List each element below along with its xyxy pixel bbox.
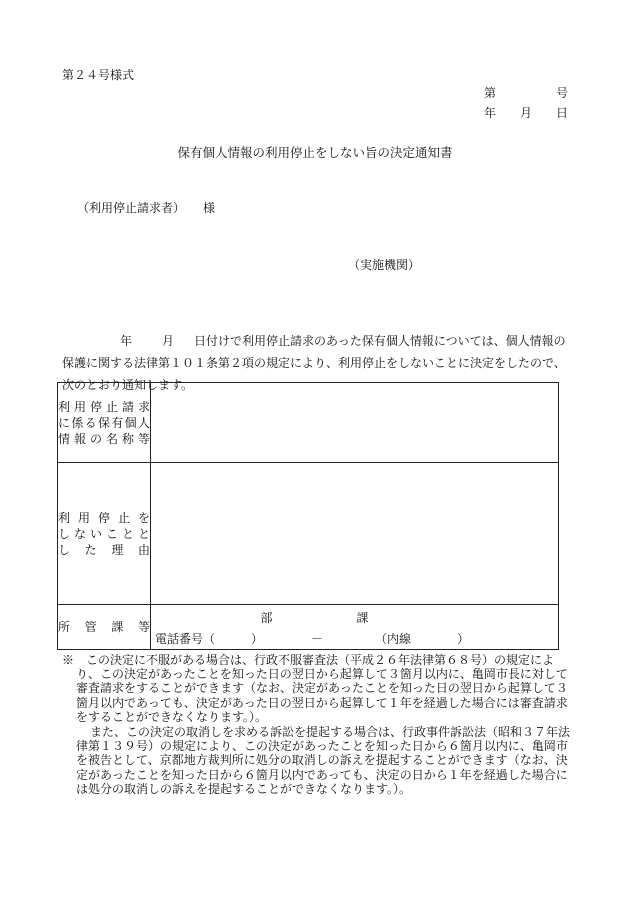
row3-value bbox=[151, 605, 559, 650]
row1-label-line: 利用停止請求 bbox=[58, 399, 150, 414]
recipient-honorific: 様 bbox=[203, 201, 216, 215]
date-month: 月 bbox=[519, 106, 532, 120]
body-paragraph: 日付けで利用停止請求のあった保有個人情報については、個人情報の保護に関する法律第１０１条第２項の規定により、利用停止をしないことに決定をしたので、次のとおり通知します。 bbox=[62, 334, 566, 392]
row1-label-line: 情報の名称等 bbox=[58, 431, 150, 446]
row1-value bbox=[151, 383, 559, 463]
row3-label-text: 所管課等 bbox=[58, 620, 150, 634]
phone-dash: － bbox=[311, 632, 324, 646]
date-year: 年 bbox=[484, 106, 497, 120]
recipient-label: （利用停止請求者） bbox=[77, 201, 186, 215]
row2-value bbox=[151, 463, 559, 605]
body-month: 月 bbox=[162, 334, 175, 348]
section-label: 課 bbox=[356, 611, 369, 625]
form-number: 第２４号様式 bbox=[62, 68, 135, 82]
agency: （実施機関） bbox=[348, 258, 421, 272]
row2-label-line: 利用停止を bbox=[58, 510, 150, 525]
recipient bbox=[77, 199, 215, 216]
document-title: 保有個人情報の利用停止をしない旨の決定通知書 bbox=[177, 145, 453, 160]
extension-label: （内線 bbox=[375, 632, 412, 646]
issue-number-suffix: 号 bbox=[555, 86, 568, 100]
table-row bbox=[58, 383, 559, 463]
row2-label-line: した理由 bbox=[58, 542, 150, 557]
issue-date bbox=[484, 104, 568, 121]
note-paragraph-2: また、この決定の取消しを求める訴訟を提起する場合は、行政事件訴訟法（昭和３７年法律第１３９号）の規定により、この決定があったことを知った日から６箇月以内に、亀岡市を被告として、京都地方裁判所に処分の取消しの訴えを提起することができます（なお、決定があったことを知った日から６箇月以内であっても、決定の日から１年を経過した場合には処分の取消しの訴えを提起することができなくなります。）。 bbox=[76, 725, 571, 796]
note-paragraph-1: ※ この決定に不服がある場合は、行政不服審査法（平成２６年法律第６８号）の規定により、この決定があったことを知った日の翌日から起算して３箇月以内に、亀岡市長に対して審査請求をすることができます（なお、決定があったことを知った日の翌日から起算して３箇月以内であっても、決定があった日の翌日から起算して１年を経過した場合には審査請求をすることができなくなります。）。 bbox=[62, 653, 568, 724]
issue-number-prefix: 第 bbox=[484, 86, 497, 100]
row1-label-line: に係る保有個人 bbox=[58, 415, 150, 430]
department-line bbox=[151, 609, 558, 626]
phone-close: ） bbox=[251, 632, 264, 646]
department-label: 部 bbox=[260, 611, 273, 625]
table-row bbox=[58, 605, 559, 650]
extension-close: ） bbox=[457, 632, 470, 646]
table-row bbox=[58, 463, 559, 605]
row1-label bbox=[58, 383, 151, 463]
phone-line bbox=[151, 630, 558, 647]
row2-label bbox=[58, 463, 151, 605]
issue-number bbox=[484, 84, 568, 101]
row2-label-line: しないことと bbox=[58, 526, 150, 541]
row3-label bbox=[58, 605, 151, 650]
decision-table bbox=[57, 382, 559, 650]
phone-label: 電話番号（ bbox=[155, 632, 216, 646]
notes bbox=[62, 653, 570, 796]
body-year: 年 bbox=[120, 334, 133, 348]
date-day: 日 bbox=[555, 106, 568, 120]
